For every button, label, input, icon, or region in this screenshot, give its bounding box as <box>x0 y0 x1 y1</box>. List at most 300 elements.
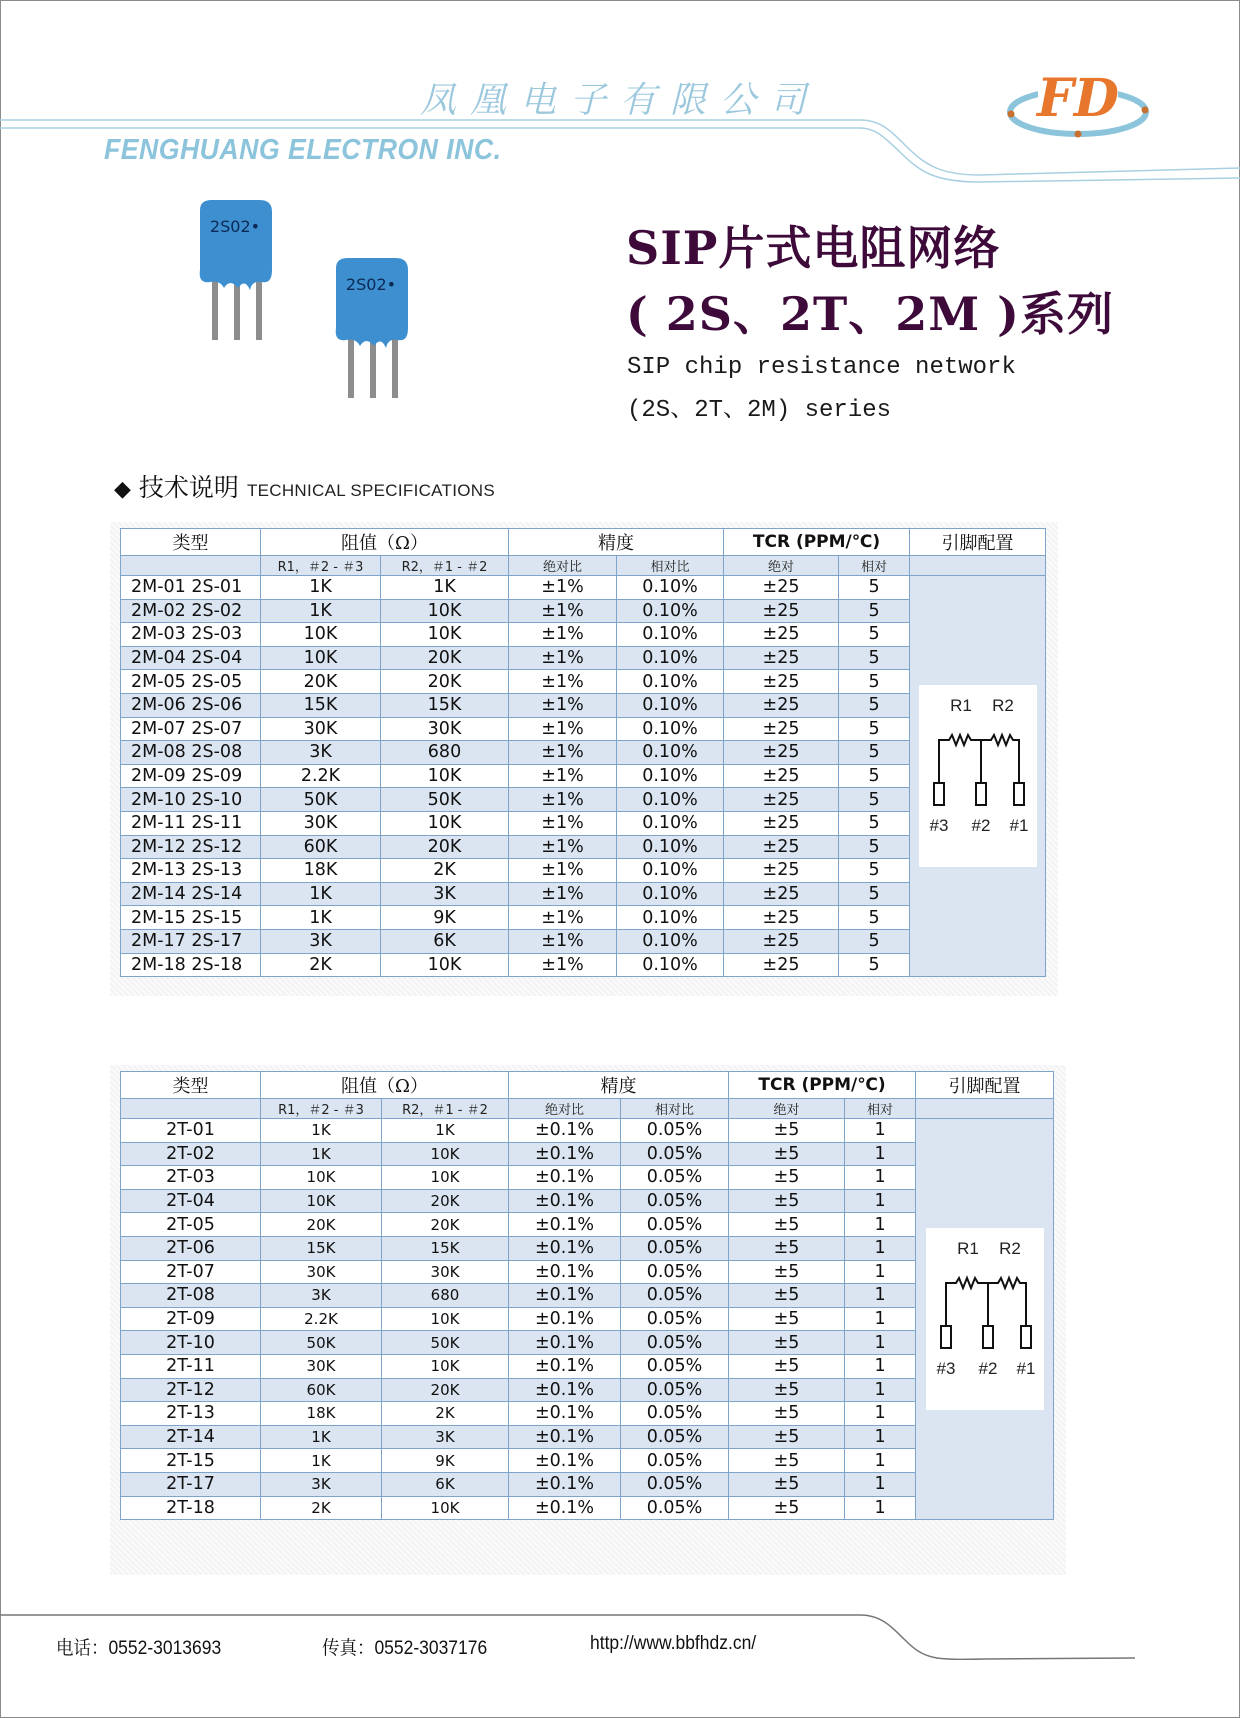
cell-r1: 18K <box>261 859 381 883</box>
table-row <box>121 1354 1054 1378</box>
cell-tcr-abs: ±25 <box>724 764 839 788</box>
cell-r2: 3K <box>381 882 509 906</box>
cell-r1: 2.2K <box>261 1307 382 1331</box>
cell-r2: 20K <box>382 1189 509 1213</box>
table2-body <box>121 1119 1054 1520</box>
cell-r2: 20K <box>381 670 509 694</box>
cell-type: 2T-04 <box>121 1189 261 1213</box>
cell-abs: ±1% <box>509 717 617 741</box>
pin1-label: #1 <box>1009 816 1028 836</box>
resistor-network-icon <box>941 1278 1031 1348</box>
cell-tcr-rel: 1 <box>845 1307 916 1331</box>
company-name-en: FENGHUANG ELECTRON INC. <box>104 134 502 166</box>
pin-config-cell-top <box>910 556 1046 576</box>
cell-rel: 0.10% <box>617 599 724 623</box>
r2-label: R2 <box>991 696 1014 716</box>
cell-tcr-abs: ±5 <box>729 1189 845 1213</box>
table-row <box>121 764 1046 788</box>
subheader-r1: R1，＃2 - ＃3 <box>261 1099 382 1119</box>
table-row <box>121 670 1046 694</box>
cell-type: 2M-10 2S-10 <box>121 788 261 812</box>
cell-r2: 20K <box>382 1213 509 1237</box>
cell-tcr-rel: 5 <box>839 623 910 647</box>
cell-r1: 15K <box>261 1236 382 1260</box>
cell-tcr-rel: 1 <box>845 1354 916 1378</box>
cell-abs: ±1% <box>509 670 617 694</box>
cell-abs: ±1% <box>509 906 617 930</box>
cell-tcr-abs: ±25 <box>724 953 839 977</box>
section-heading-en: TECHNICAL SPECIFICATIONS <box>246 481 496 500</box>
cell-abs: ±0.1% <box>509 1166 621 1190</box>
subheader-r1: R1，＃2 - ＃3 <box>261 556 381 576</box>
cell-tcr-abs: ±25 <box>724 811 839 835</box>
cell-rel: 0.05% <box>621 1472 729 1496</box>
cell-abs: ±0.1% <box>509 1284 621 1308</box>
cell-type: 2T-03 <box>121 1166 261 1190</box>
pin1-label: #1 <box>1016 1359 1035 1379</box>
table-row <box>121 1307 1054 1331</box>
cell-tcr-abs: ±5 <box>729 1425 845 1449</box>
cell-r1: 1K <box>261 906 381 930</box>
table-row <box>121 1119 1054 1143</box>
header-tcr: TCR (PPM/℃) <box>724 529 910 556</box>
table-row <box>121 906 1046 930</box>
cell-r1: 1K <box>261 1142 382 1166</box>
cell-rel: 0.05% <box>621 1378 729 1402</box>
pin-diagram <box>926 1228 1044 1410</box>
cell-abs: ±1% <box>509 693 617 717</box>
pin2-label: #2 <box>978 1359 997 1379</box>
cell-r1: 3K <box>261 1472 382 1496</box>
cell-r1: 2K <box>261 953 381 977</box>
cell-abs: ±0.1% <box>509 1496 621 1520</box>
cell-abs: ±0.1% <box>509 1236 621 1260</box>
table-row <box>121 599 1046 623</box>
cell-rel: 0.10% <box>617 646 724 670</box>
cell-abs: ±1% <box>509 623 617 647</box>
pin-config-cell <box>916 1119 1054 1520</box>
cell-tcr-abs: ±25 <box>724 670 839 694</box>
header-type: 类型 <box>121 1072 261 1099</box>
cell-abs: ±1% <box>509 646 617 670</box>
table-row <box>121 1284 1054 1308</box>
cell-type: 2T-05 <box>121 1213 261 1237</box>
cell-type: 2M-07 2S-07 <box>121 717 261 741</box>
resistor-network-component-1 <box>200 200 272 340</box>
cell-r1: 3K <box>261 741 381 765</box>
cell-type: 2M-05 2S-05 <box>121 670 261 694</box>
cell-tcr-abs: ±5 <box>729 1213 845 1237</box>
cell-rel: 0.05% <box>621 1142 729 1166</box>
table-row <box>121 929 1046 953</box>
cell-tcr-rel: 5 <box>839 599 910 623</box>
footer-website-link[interactable]: http://www.bbfhdz.cn/ <box>590 1633 757 1654</box>
table-row <box>121 1213 1054 1237</box>
cell-tcr-rel: 5 <box>839 576 910 600</box>
cell-r2: 680 <box>382 1284 509 1308</box>
cell-r1: 20K <box>261 670 381 694</box>
cell-r2: 2K <box>382 1402 509 1426</box>
spec-table-2t <box>120 1071 1054 1520</box>
cell-rel: 0.05% <box>621 1189 729 1213</box>
cell-abs: ±1% <box>509 882 617 906</box>
cell-abs: ±0.1% <box>509 1307 621 1331</box>
table-row <box>121 1425 1054 1449</box>
table-row <box>121 1449 1054 1473</box>
cell-abs: ±1% <box>509 859 617 883</box>
cell-r1: 20K <box>261 1213 382 1237</box>
cell-r1: 1K <box>261 576 381 600</box>
cell-r1: 30K <box>261 1354 382 1378</box>
table-row <box>121 788 1046 812</box>
subheader-tcr-abs: 绝对 <box>729 1099 845 1119</box>
cell-tcr-rel: 5 <box>839 693 910 717</box>
table-row <box>121 717 1046 741</box>
cell-r1: 60K <box>261 835 381 859</box>
cell-type: 2M-18 2S-18 <box>121 953 261 977</box>
cell-rel: 0.05% <box>621 1284 729 1308</box>
cell-tcr-rel: 5 <box>839 953 910 977</box>
header-tcr: TCR (PPM/℃) <box>729 1072 916 1099</box>
cell-tcr-rel: 1 <box>845 1213 916 1237</box>
cell-tcr-rel: 5 <box>839 646 910 670</box>
table-row <box>121 1331 1054 1355</box>
cell-type: 2T-07 <box>121 1260 261 1284</box>
cell-r1: 10K <box>261 646 381 670</box>
cell-rel: 0.10% <box>617 717 724 741</box>
cell-rel: 0.10% <box>617 741 724 765</box>
cell-abs: ±0.1% <box>509 1354 621 1378</box>
cell-r2: 9K <box>381 906 509 930</box>
cell-r2: 10K <box>382 1307 509 1331</box>
pin3-label: #3 <box>929 816 948 836</box>
cell-rel: 0.05% <box>621 1402 729 1426</box>
cell-r2: 1K <box>382 1119 509 1143</box>
circuit-schematic <box>919 685 1037 867</box>
cell-r1: 30K <box>261 1260 382 1284</box>
cell-abs: ±0.1% <box>509 1449 621 1473</box>
cell-r2: 6K <box>381 929 509 953</box>
cell-tcr-abs: ±25 <box>724 741 839 765</box>
cell-type: 2T-01 <box>121 1119 261 1143</box>
cell-type: 2M-09 2S-09 <box>121 764 261 788</box>
cell-tcr-rel: 1 <box>845 1142 916 1166</box>
cell-r2: 6K <box>382 1472 509 1496</box>
cell-type: 2M-03 2S-03 <box>121 623 261 647</box>
subheader-abs-ratio: 绝对比 <box>509 1099 621 1119</box>
cell-tcr-rel: 5 <box>839 741 910 765</box>
cell-abs: ±0.1% <box>509 1425 621 1449</box>
cell-r1: 10K <box>261 1189 382 1213</box>
cell-tcr-rel: 5 <box>839 835 910 859</box>
subheader-empty <box>121 1099 261 1119</box>
cell-type: 2M-12 2S-12 <box>121 835 261 859</box>
cell-tcr-rel: 5 <box>839 717 910 741</box>
cell-r1: 3K <box>261 929 381 953</box>
cell-tcr-rel: 1 <box>845 1449 916 1473</box>
cell-tcr-abs: ±25 <box>724 929 839 953</box>
cell-tcr-rel: 5 <box>839 906 910 930</box>
diamond-bullet-icon: ◆ <box>114 477 131 502</box>
section-heading <box>114 468 495 504</box>
cell-tcr-abs: ±5 <box>729 1260 845 1284</box>
cell-abs: ±1% <box>509 741 617 765</box>
pin-config-cell <box>910 576 1046 977</box>
cell-r2: 15K <box>382 1236 509 1260</box>
header-precision: 精度 <box>509 1072 729 1099</box>
cell-abs: ±1% <box>509 576 617 600</box>
cell-tcr-abs: ±25 <box>724 859 839 883</box>
subheader-empty <box>121 556 261 576</box>
cell-abs: ±1% <box>509 953 617 977</box>
cell-r1: 18K <box>261 1402 382 1426</box>
cell-tcr-rel: 1 <box>845 1189 916 1213</box>
table-row <box>121 741 1046 765</box>
cell-tcr-rel: 5 <box>839 788 910 812</box>
table-row <box>121 693 1046 717</box>
cell-rel: 0.10% <box>617 576 724 600</box>
cell-r1: 60K <box>261 1378 382 1402</box>
cell-tcr-abs: ±25 <box>724 693 839 717</box>
cell-tcr-abs: ±5 <box>729 1119 845 1143</box>
cell-r1: 1K <box>261 882 381 906</box>
cell-abs: ±0.1% <box>509 1331 621 1355</box>
cell-abs: ±0.1% <box>509 1378 621 1402</box>
cell-tcr-rel: 5 <box>839 929 910 953</box>
table1-body <box>121 576 1046 977</box>
header-precision: 精度 <box>509 529 724 556</box>
header-resistance: 阻值（Ω） <box>261 529 509 556</box>
cell-rel: 0.05% <box>621 1213 729 1237</box>
cell-tcr-abs: ±5 <box>729 1284 845 1308</box>
cell-abs: ±1% <box>509 599 617 623</box>
cell-abs: ±1% <box>509 929 617 953</box>
cell-abs: ±0.1% <box>509 1260 621 1284</box>
cell-r2: 680 <box>381 741 509 765</box>
cell-abs: ±1% <box>509 764 617 788</box>
product-photo <box>190 200 450 420</box>
section-heading-cn: 技术说明 <box>138 473 239 502</box>
cell-abs: ±0.1% <box>509 1213 621 1237</box>
cell-tcr-rel: 1 <box>845 1166 916 1190</box>
cell-rel: 0.10% <box>617 670 724 694</box>
cell-r1: 1K <box>261 1119 382 1143</box>
r1-label: R1 <box>949 696 972 716</box>
cell-rel: 0.05% <box>621 1331 729 1355</box>
cell-rel: 0.05% <box>621 1425 729 1449</box>
cell-tcr-rel: 5 <box>839 811 910 835</box>
table-row <box>121 1142 1054 1166</box>
cell-rel: 0.10% <box>617 764 724 788</box>
r1-label: R1 <box>956 1239 979 1259</box>
cell-tcr-abs: ±5 <box>729 1142 845 1166</box>
cell-tcr-abs: ±25 <box>724 599 839 623</box>
cell-r2: 1K <box>381 576 509 600</box>
cell-rel: 0.10% <box>617 788 724 812</box>
cell-r1: 2K <box>261 1496 382 1520</box>
cell-rel: 0.10% <box>617 623 724 647</box>
cell-r1: 2.2K <box>261 764 381 788</box>
table-row <box>121 1378 1054 1402</box>
header-resistance: 阻值（Ω） <box>261 1072 509 1099</box>
cell-type: 2M-02 2S-02 <box>121 599 261 623</box>
table-row <box>121 1166 1054 1190</box>
cell-tcr-rel: 5 <box>839 882 910 906</box>
cell-rel: 0.10% <box>617 835 724 859</box>
cell-type: 2M-13 2S-13 <box>121 859 261 883</box>
cell-r2: 3K <box>382 1425 509 1449</box>
table-row <box>121 646 1046 670</box>
cell-rel: 0.05% <box>621 1166 729 1190</box>
cell-type: 2T-13 <box>121 1402 261 1426</box>
cell-type: 2M-01 2S-01 <box>121 576 261 600</box>
cell-r2: 10K <box>382 1166 509 1190</box>
cell-type: 2M-17 2S-17 <box>121 929 261 953</box>
cell-r2: 10K <box>382 1142 509 1166</box>
cell-tcr-abs: ±5 <box>729 1331 845 1355</box>
part-marking: 2S02• <box>345 275 397 294</box>
subheader-rel-ratio: 相对比 <box>621 1099 729 1119</box>
cell-rel: 0.05% <box>621 1496 729 1520</box>
cell-rel: 0.10% <box>617 859 724 883</box>
table-row <box>121 859 1046 883</box>
cell-rel: 0.05% <box>621 1449 729 1473</box>
pin2-label: #2 <box>971 816 990 836</box>
cell-type: 2T-06 <box>121 1236 261 1260</box>
header-type: 类型 <box>121 529 261 556</box>
spec-table-2m-2s <box>120 528 1046 977</box>
cell-r1: 30K <box>261 811 381 835</box>
cell-type: 2T-11 <box>121 1354 261 1378</box>
circuit-schematic <box>926 1228 1044 1410</box>
cell-tcr-rel: 1 <box>845 1425 916 1449</box>
cell-type: 2T-12 <box>121 1378 261 1402</box>
cell-r2: 10K <box>382 1496 509 1520</box>
table-row <box>121 1402 1054 1426</box>
cell-r1: 10K <box>261 1166 382 1190</box>
cell-r2: 10K <box>381 953 509 977</box>
cell-tcr-abs: ±25 <box>724 906 839 930</box>
cell-rel: 0.05% <box>621 1119 729 1143</box>
cell-tcr-rel: 1 <box>845 1331 916 1355</box>
title-cn-line2: ( 2S、2T、2M )系列 <box>626 287 1114 341</box>
cell-tcr-rel: 1 <box>845 1378 916 1402</box>
cell-r2: 10K <box>381 623 509 647</box>
title-cn-line1: SIP片式电阻网络 <box>626 221 1001 275</box>
cell-tcr-rel: 1 <box>845 1496 916 1520</box>
cell-rel: 0.10% <box>617 929 724 953</box>
cell-r2: 10K <box>381 764 509 788</box>
cell-tcr-rel: 1 <box>845 1284 916 1308</box>
cell-r1: 30K <box>261 717 381 741</box>
cell-r1: 10K <box>261 623 381 647</box>
header-pin-config: 引脚配置 <box>916 1072 1054 1099</box>
cell-rel: 0.10% <box>617 693 724 717</box>
table-row <box>121 882 1046 906</box>
table-row <box>121 1260 1054 1284</box>
table-row <box>121 623 1046 647</box>
cell-abs: ±0.1% <box>509 1402 621 1426</box>
cell-tcr-abs: ±5 <box>729 1378 845 1402</box>
cell-tcr-abs: ±5 <box>729 1166 845 1190</box>
cell-type: 2M-15 2S-15 <box>121 906 261 930</box>
subheader-tcr-rel: 相对 <box>845 1099 916 1119</box>
cell-r2: 10K <box>381 599 509 623</box>
cell-type: 2T-02 <box>121 1142 261 1166</box>
cell-r2: 30K <box>382 1260 509 1284</box>
cell-r2: 20K <box>382 1378 509 1402</box>
cell-abs: ±0.1% <box>509 1472 621 1496</box>
cell-r2: 10K <box>381 811 509 835</box>
table-row <box>121 811 1046 835</box>
cell-abs: ±0.1% <box>509 1189 621 1213</box>
cell-tcr-rel: 1 <box>845 1402 916 1426</box>
r2-label: R2 <box>998 1239 1021 1259</box>
logo-text: FD <box>1036 68 1120 129</box>
cell-tcr-abs: ±5 <box>729 1402 845 1426</box>
fd-logo <box>998 62 1158 148</box>
resistor-network-component-2 <box>336 258 408 398</box>
company-name-cn: 凤凰电子有限公司 <box>420 80 821 121</box>
cell-tcr-abs: ±5 <box>729 1307 845 1331</box>
pin3-label: #3 <box>936 1359 955 1379</box>
cell-abs: ±1% <box>509 811 617 835</box>
cell-type: 2M-11 2S-11 <box>121 811 261 835</box>
cell-tcr-abs: ±25 <box>724 882 839 906</box>
cell-r2: 15K <box>381 693 509 717</box>
pin-diagram <box>919 685 1037 867</box>
cell-abs: ±0.1% <box>509 1119 621 1143</box>
resistor-network-icon <box>934 735 1024 805</box>
cell-abs: ±0.1% <box>509 1142 621 1166</box>
cell-rel: 0.10% <box>617 882 724 906</box>
cell-tcr-rel: 5 <box>839 670 910 694</box>
cell-r2: 30K <box>381 717 509 741</box>
cell-type: 2T-10 <box>121 1331 261 1355</box>
cell-tcr-abs: ±25 <box>724 835 839 859</box>
table-row <box>121 1496 1054 1520</box>
title-en-line1: SIP chip resistance network <box>627 354 1016 381</box>
cell-type: 2T-09 <box>121 1307 261 1331</box>
table-row <box>121 953 1046 977</box>
footer-telephone: 电话：0552-3013693 <box>56 1638 222 1659</box>
cell-tcr-abs: ±25 <box>724 788 839 812</box>
cell-tcr-rel: 1 <box>845 1119 916 1143</box>
title-en-line2: (2S、2T、2M) series <box>627 397 892 424</box>
cell-abs: ±1% <box>509 788 617 812</box>
part-marking: 2S02• <box>209 217 261 236</box>
cell-r2: 9K <box>382 1449 509 1473</box>
cell-rel: 0.10% <box>617 906 724 930</box>
cell-r1: 15K <box>261 693 381 717</box>
cell-rel: 0.10% <box>617 953 724 977</box>
cell-rel: 0.05% <box>621 1354 729 1378</box>
cell-abs: ±1% <box>509 835 617 859</box>
subheader-r2: R2，＃1 - ＃2 <box>381 556 509 576</box>
cell-r1: 1K <box>261 1449 382 1473</box>
cell-tcr-abs: ±5 <box>729 1236 845 1260</box>
cell-r1: 1K <box>261 1425 382 1449</box>
subheader-abs-ratio: 绝对比 <box>509 556 617 576</box>
table-row <box>121 1189 1054 1213</box>
table-row <box>121 576 1046 600</box>
cell-type: 2T-15 <box>121 1449 261 1473</box>
subheader-tcr-rel: 相对 <box>839 556 910 576</box>
cell-r2: 50K <box>382 1331 509 1355</box>
cell-tcr-rel: 5 <box>839 859 910 883</box>
table-row <box>121 1236 1054 1260</box>
cell-type: 2M-08 2S-08 <box>121 741 261 765</box>
